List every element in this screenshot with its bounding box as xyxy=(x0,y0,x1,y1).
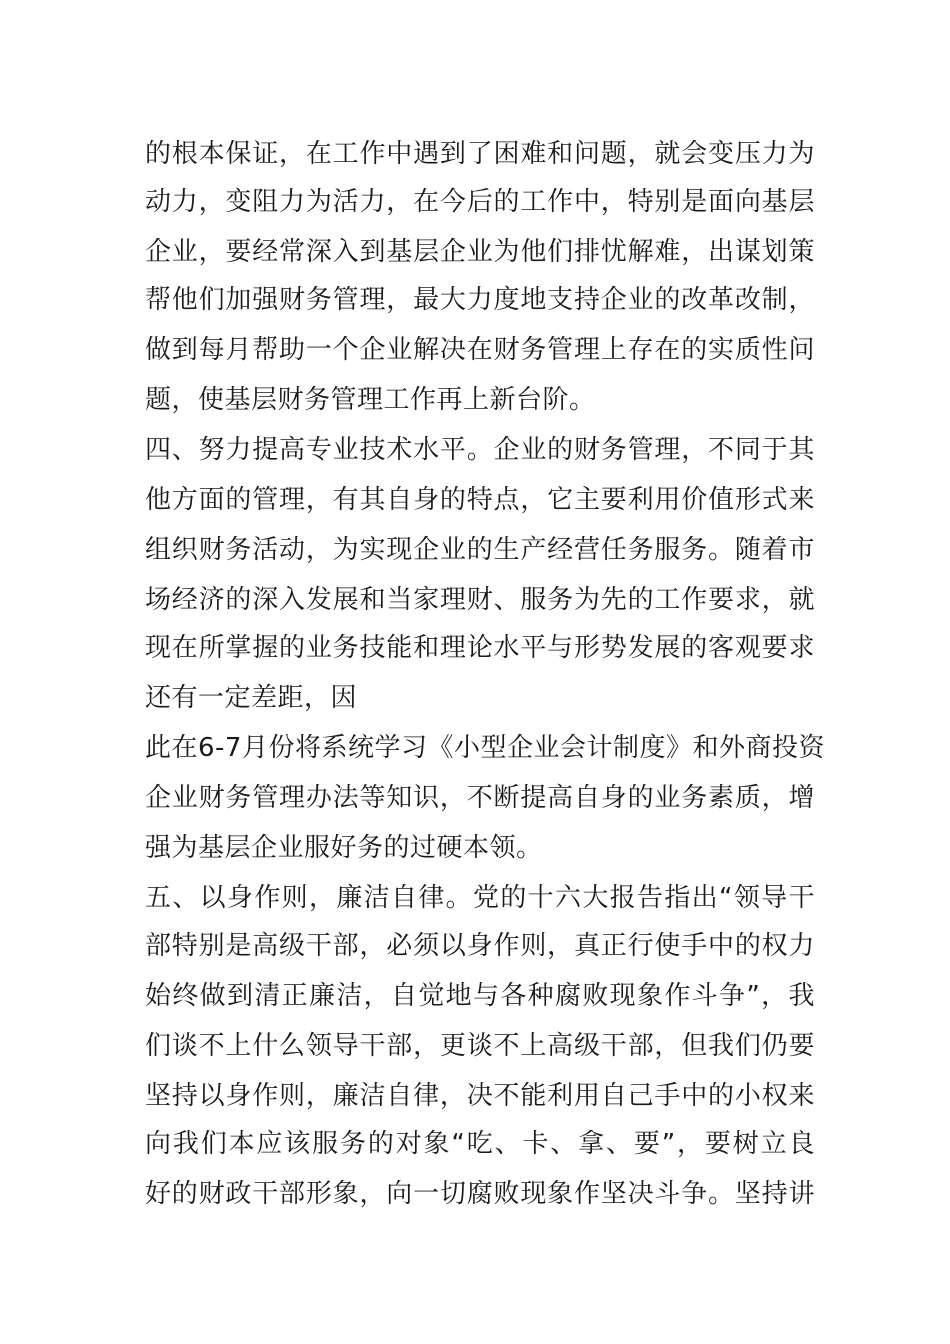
text-line: 现在所掌握的业务技能和理论水平与形势发展的客观要求 xyxy=(145,633,815,663)
text-line: 始终做到清正廉洁，自觉地与各种腐败现象作斗争”，我 xyxy=(145,981,815,1011)
text-line: 企业，要经常深入到基层企业为他们排忧解难，出谋划策 xyxy=(145,237,815,267)
text-line: 帮他们加强财务管理，最大力度地支持企业的改革改制， xyxy=(145,285,815,315)
text-line: 此在6-7月份将系统学习《小型企业会计制度》和外商投资 xyxy=(145,733,825,763)
text-line: 向我们本应该服务的对象“吃、卡、拿、要”，要树立良 xyxy=(145,1129,815,1159)
text-line: 们谈不上什么领导干部，更谈不上高级干部，但我们仍要 xyxy=(145,1031,815,1061)
text-line: 部特别是高级干部，必须以身作则，真正行使手中的权力 xyxy=(145,931,815,961)
text-line: 的根本保证，在工作中遇到了困难和问题，就会变压力为 xyxy=(145,139,815,169)
text-line: 五、以身作则，廉洁自律。党的十六大报告指出“领导干 xyxy=(145,883,815,913)
text-line: 组织财务活动，为实现企业的生产经营任务服务。随着市 xyxy=(145,535,815,565)
text-line: 做到每月帮助一个企业解决在财务管理上存在的实质性问 xyxy=(145,335,815,365)
text-line: 还有一定差距，因 xyxy=(145,683,358,713)
text-line: 题，使基层财务管理工作再上新台阶。 xyxy=(145,385,596,415)
text-line: 场经济的深入发展和当家理财、服务为先的工作要求，就 xyxy=(145,585,815,615)
text-line: 四、努力提高专业技术水平。企业的财务管理，不同于其 xyxy=(145,435,815,465)
text-line: 动力，变阻力为活力，在今后的工作中，特别是面向基层 xyxy=(145,187,815,217)
text-line: 好的财政干部形象，向一切腐败现象作坚决斗争。坚持讲 xyxy=(145,1179,815,1209)
text-line: 企业财务管理办法等知识，不断提高自身的业务素质，增 xyxy=(145,783,815,813)
text-line: 坚持以身作则，廉洁自律，决不能利用自己手中的小权来 xyxy=(145,1081,815,1111)
text-line: 强为基层企业服好务的过硬本领。 xyxy=(145,833,543,863)
text-line: 他方面的管理，有其自身的特点，它主要利用价值形式来 xyxy=(145,485,815,515)
